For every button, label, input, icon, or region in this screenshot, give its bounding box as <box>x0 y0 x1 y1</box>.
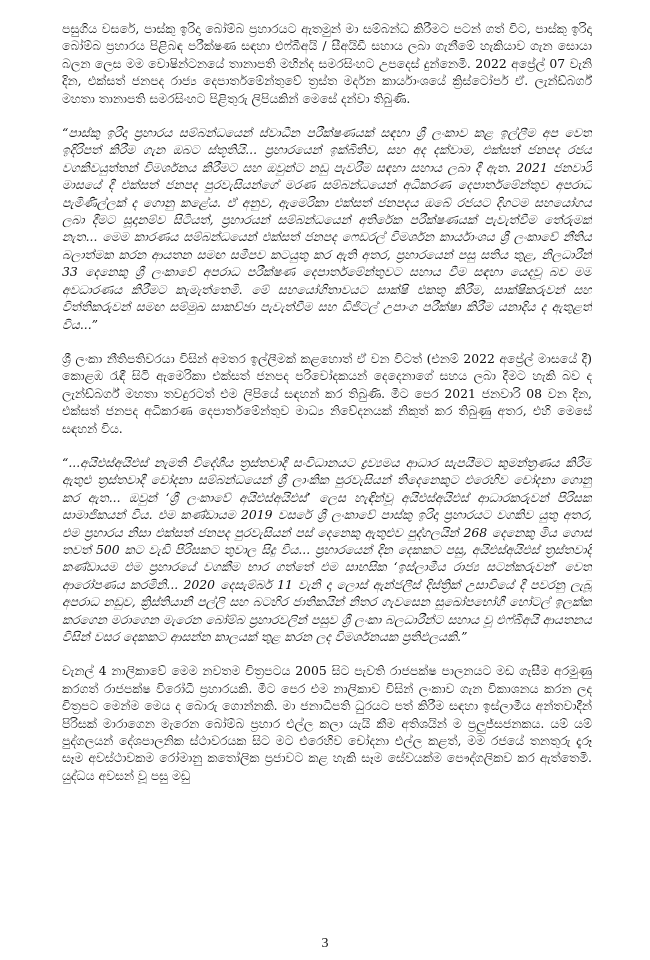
paragraph-gap <box>62 437 592 454</box>
paragraph-gap <box>62 333 592 350</box>
paragraph-gap <box>62 107 592 124</box>
document-page <box>62 20 592 920</box>
paragraph-gap <box>62 645 592 662</box>
paragraph-channel4: චැනල් 4 නාලිකාවේ මෙම නවතම චිත්‍රපටය 2005 සිට පැවති රාජපක්ෂ පාලනයට මඩ ගැසීම අරමුණු කරගත් රාජපක්ෂ විරෝධී ප්‍රහාරයකි. මීට පෙර එම නාලිකාව විසින් ලංකාව ගැන විකාශනය කරන ලද චිත්‍රපට මෙන්ම මෙය ද බොරු ගොන්නකි. මා ජනාධිපති ධුරයට පත් කිරීම සඳහා ඉස්ලාමීය අන්තවාදීන් පිරිසක් මාරාගෙන මැරෙන බෝම්බ ප්‍රහාර එල්ල කලා යැයි කීම අතිශයින් ම ප්‍රලුජ්සජනකය. යම් යම් පුද්ගලයන් දේශපාලනික ස්ථාවරයක සිට මට එරෙහිව චෝදනා එල්ල කළත්, මම රජයේ තනතුරු දැරූ සෑම අවස්ථාවකම රෝමානු කතෝලික ප්‍රජාවට කළ හැකි සෑම සේවයක්ම පෞද්ගලිකව කර ඇත්තෙමි. යුද්ධය අවසන් වූ පසු මඩු <box>62 663 592 783</box>
paragraph-intro: පසුගිය වසරේ, පාස්කු ඉරිදා බෝම්බ ප්‍රහාරයට ඇතමුන් මා සම්බන්ධ කිරීමට පටන් ගත් විට, පාස්කු ඉරිදා බෝම්බ ප්‍රහාරය පිළිබඳ පරීක්ෂණ සඳහා එෆ්බීඅයි / සීඅයිඩී සහාය ලබා ගැනීමේ හැකියාව ගැන සොයා බලන ලෙස මම වොෂින්ටනයේ තානාපති මහින්ද සමරසිංහට උපදෙස් දුන්නෙමි. 2022 අප්‍රේල් 07 වැනි දින, එක්සත් ජනපද රාජ්‍ය දෙපාර්තමේන්තුවේ ත්‍රස්ත මර්දන කාර්යාංශයේ ක්‍රිස්ටෝපර් ඒ. ලැන්ඩ්බර්ග් මහතා තානාපති සමරසිංහට පිළිතුරු ලිපියකින් මෙසේ දන්වා තිබුණි. <box>62 21 592 106</box>
page-number: 3 <box>321 936 329 951</box>
quote-doj-press-release: “...අයිඑස්අයිඑස් නැමති විදේශීය ත්‍රස්තවාදී සංවිධානයට ද්‍රව්‍යමය ආධාර සැපයීමට කුමන්ත්‍රණය කිරීම ඇතුළු ත්‍රස්තවාදී චෝදනා සම්බන්ධයෙන් ශ්‍රී ලාංකික පුරවැසියන් තිදෙනෙකුට එරෙහිව චෝදනා ගොනු කර ඇත... ඔවුන් ‘ශ්‍රී ලංකාවේ අයිඑස්අයිඑස්’ ලෙස හැඳින්වූ අයිඑස්අයිඑස් ආධාරකරුවන් පිරිසක සාමාජිකයන් විය. එම කණ්ඩායම 2019 වසරේ ශ්‍රී ලංකාවේ පාස්කු ඉරිදා ප්‍රහාරයට වගකිව යුතු අතර, එම ප්‍රහාරය නිසා එක්සත් ජනපද පුරවැසියන් පස් දෙනෙකු ඇතුළුව පුද්ගලයින් 268 දෙනෙකු මිය ගොස් තවත් 500 කට වැඩි පිරිසකට තුවාල සිදු විය... ප්‍රහාරයෙන් දින දෙකකට පසු, අයිඑස්අයිඑස් ත්‍රස්තවාදී කණ්ඩායම එම ප්‍රහාරයේ වගකීම භාර ගත්තේ එම සාහසික ‘ඉස්ලාමීය රාජ්‍ය සටන්කරුවන්’ වෙත ආරෝපණය කරමිනි... 2020 දෙසැම්බර් 11 වැනි දා ලොස් ඇන්ජලීස් දිස්ත්‍රික් උසාවියේ දී පවරනු ලැබූ අපරාධ නඩුව, ක්‍රිස්තියානි පල්ලි සහ බටහිර ජාතිකයින් නිතර ගැවසෙන සුඛෝපභෝගී හෝටල් ඉලක්ක කරගෙන මරාගෙන මැරෙන බෝම්බ ප්‍රහාරවලින් පසුව ශ්‍රී ලංකා බලධාරීන්ට සහාය වූ එෆ්බීඅයි ආයතනය විසින් වසර දෙකකට ආසන්න කාලයක් තුළ කරන ලද විමර්ශනයක ප්‍රතිඵලයකි.” <box>62 454 592 644</box>
paragraph-attorney-general: ශ්‍රී ලංකා නීතිපතිවරයා විසින් අමතර ඉල්ලීමක් කළහොත් ඒ වන විටත් (එනම් 2022 අප්‍රේල් මාසයේ දී) කොළඹ රැඳී සිටි ඇමෙරිකා එක්සත් ජනපද පරිවෝදකයන් දෙදෙනාගේ සහය ලබා දීමට හැකි බව ද ලැන්ඩ්බර්ග් මහතා තවදුරටත් එම ලිපියේ සඳහන් කර තිබුණි. මීට පෙර 2021 ජනවාරි 08 වන දින, එක්සත් ජනපද අධිකරණ දෙපාර්තමේන්තුව මාධ්‍ය නිවේදනයක් නිකුත් කර තිබුණු අතර, එහි මෙසේ සඳහන් විය. <box>62 350 592 436</box>
quote-landberg-letter: “පාස්කු ඉරිදා ප්‍රහාරය සම්බන්ධයෙන් ස්වාධීන පරීක්ෂණයක් සඳහා ශ්‍රී ලංකාව කළ ඉල්ලීම අප වෙත ඉදිරිපත් කිරීම ගැන ඔබට ස්තූතියි... ප්‍රහාරයෙන් ඉක්බිතිව, සහ අද දක්වාම, එක්සත් ජනපද රජය වගකිවයුත්තන් විමර්ශනය කිරීමට සහ ඔවුන්ට නඩු පැවරීම සඳහා සහාය ලබා දී ඇත. 2021 ජනවාරි මාසයේ දී එක්සත් ජනපද පුරවැසියන්ගේ මරණ සම්බන්ධයෙන් අධිකරණ දෙපාර්තමේන්තුව අපරාධ පැමිණිල්ලක් ද ගොනු කළේය. ඒ අනුව, ඇමෙරිකා එක්සත් ජනපදය ඔබේ රජයට දිගටම සහයෝගය ලබා දීමට සූදානම්ව සිටියත්, ප්‍රහාරයන් සම්බන්ධයෙන් අතිරේක පරීක්ෂණයක් පැවැත්වීම තේරුමක් නැත... මෙම කාරණය සම්බන්ධයෙන් එක්සත් ජනපද ෆෙඩරල් විමර්ශන කාර්යාංශය ශ්‍රී ලංකාවේ නීතිය බලාත්මක කරන ආයතන සමඟ සමීපව කටයුතු කර ඇති අතර, ප්‍රහාරයෙන් පසු සතිය තුළ, නිලධාරීන් 33 දෙනෙකු ශ්‍රී ලංකාවේ අපරාධ පරීක්ෂණ දෙපාර්තමේන්තුවට සහාය වීම සඳහා යෙදවූ බව මම අවධාරණය කිරීමට කැමැත්තෙමි. මේ සහයෝගිතාවයට සාක්ෂි එකතු කිරීම, සාක්ෂිකරුවන් සහ විත්තිකරුවන් සමඟ සම්මුඛ සාකච්ඡා පැවැත්වීම සහ ඩිජිටල් උපාංග පරීක්ෂා කිරීම යනාදිය ද ඇතුළත් විය...” <box>62 125 592 332</box>
